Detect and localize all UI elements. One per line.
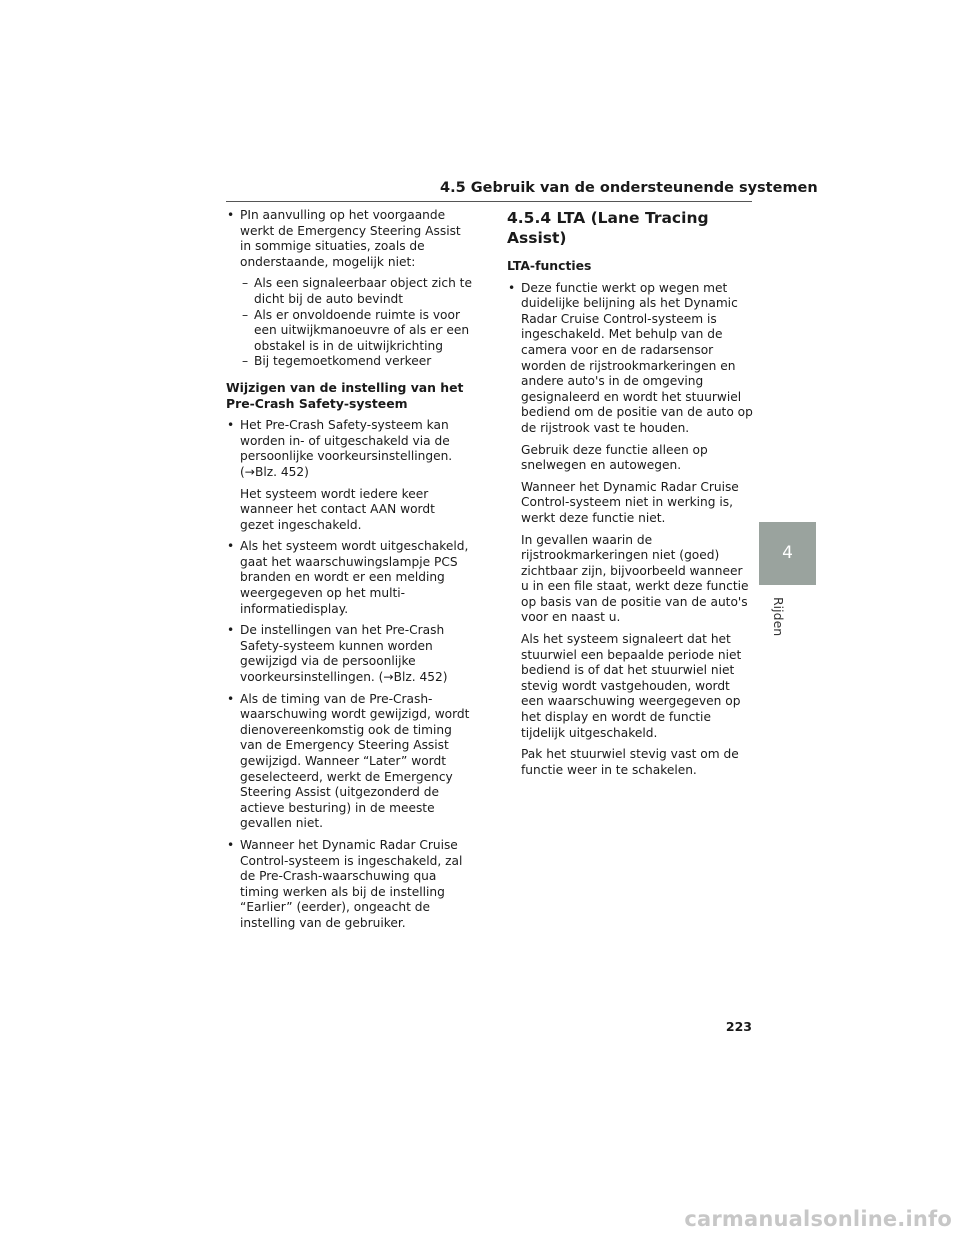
left-bullet-1: • PIn aanvulling op het voorgaande werkt de Emergency Steering Assist in sommige situaties, zoals de onderstaande, mogelijk niet: <box>226 208 472 270</box>
left-bullet-6: • Wanneer het Dynamic Radar Cruise Control-systeem is ingeschakeld, zal de Pre-Crash-waarschuwing qua timing werken als bij de instelling “Earlier” (eerder), ongeacht de instelling van de gebruiker. <box>226 838 472 932</box>
right-para-2: Wanneer het Dynamic Radar Cruise Control-systeem niet in werking is, werkt deze functie niet. <box>521 479 739 525</box>
lta-section-title: 4.5.4 LTA (Lane Tracing Assist) <box>507 209 709 247</box>
pcs-settings-heading: Wijzigen van de instelling van het Pre-Crash Safety-systeem <box>226 379 464 411</box>
right-para-5: Pak het stuurwiel stevig vast om de functie weer in te schakelen. <box>521 747 739 777</box>
left-bullet-2: • Het Pre-Crash Safety-systeem kan worden in- of uitgeschakeld via de persoonlijke voorkeursinstellingen. (→Blz. 452) <box>226 418 472 480</box>
section-header-title: 4.5 Gebruik van de ondersteunende systemen <box>440 180 818 196</box>
right-para-3: In gevallen waarin de rijstrookmarkeringen niet (goed) zichtbaar zijn, bijvoorbeeld wanneer u in een file staat, werkt deze functie op basis van de positie van de auto's voor en naast u. <box>521 532 749 625</box>
left-bullet-4: • De instellingen van het Pre-Crash Safety-systeem kunnen worden gewijzigd via de persoonlijke voorkeursinstellingen. (→Blz. 452) <box>226 623 472 685</box>
left-sub-item-1: – Als een signaleerbaar object zich te dicht bij de auto bevindt <box>226 276 472 307</box>
left-sub-item-2: – Als er onvoldoende ruimte is voor een uitwijkmanoeuvre of als er een obstakel is in de uitwijkrichting <box>226 308 472 355</box>
chapter-tab-number: 4 <box>782 543 793 563</box>
left-bullet-5: • Als de timing van de Pre-Crash-waarschuwing wordt gewijzigd, wordt dienovereenkomstig ook de timing van de Emergency Steering Assist gewijzigd. Wanneer “Later” wordt geselecteerd, werkt de Emergency Steering Assist (uitgezonderd de actieve besturing) in de meeste gevallen niet. <box>226 692 472 832</box>
left-sub-item-3: – Bij tegemoetkomend verkeer <box>226 354 472 370</box>
watermark: carmanualsonline.info <box>684 1207 952 1231</box>
left-bullet-3: • Als het systeem wordt uitgeschakeld, gaat het waarschuwingslampje PCS branden en wordt er een melding weergegeven op het multi-informatiedisplay. <box>226 539 472 617</box>
right-column <box>507 208 753 784</box>
lta-functions-heading: LTA-functies <box>507 258 592 273</box>
right-para-4: Als het systeem signaleert dat het stuurwiel een bepaalde periode niet bediend is of dat het stuurwiel niet stevig wordt vastgehouden, wordt een waarschuwing weergegeven op het display en wordt de functie tijdelijk uitgeschakeld. <box>521 632 742 740</box>
left-column <box>226 208 472 938</box>
left-bullet-2-note: Het systeem wordt iedere keer wanneer het contact AAN wordt gezet ingeschakeld. <box>240 486 435 532</box>
right-para-1: Gebruik deze functie alleen op snelwegen en autowegen. <box>521 442 708 473</box>
right-bullet-1: • Deze functie werkt op wegen met duidelijke belijning als het Dynamic Radar Cruise Control-systeem is ingeschakeld. Met behulp van de camera voor en de radarsensor worden de rijstrookmarkeringen en andere auto's in de omgeving gesignaleerd en wordt het stuurwiel bediend om de positie van de auto op de rijstrook vast te houden. <box>507 281 753 437</box>
chapter-tab-label: Rijden <box>771 597 786 637</box>
page-number: 223 <box>725 1019 752 1034</box>
header-divider <box>226 201 752 202</box>
